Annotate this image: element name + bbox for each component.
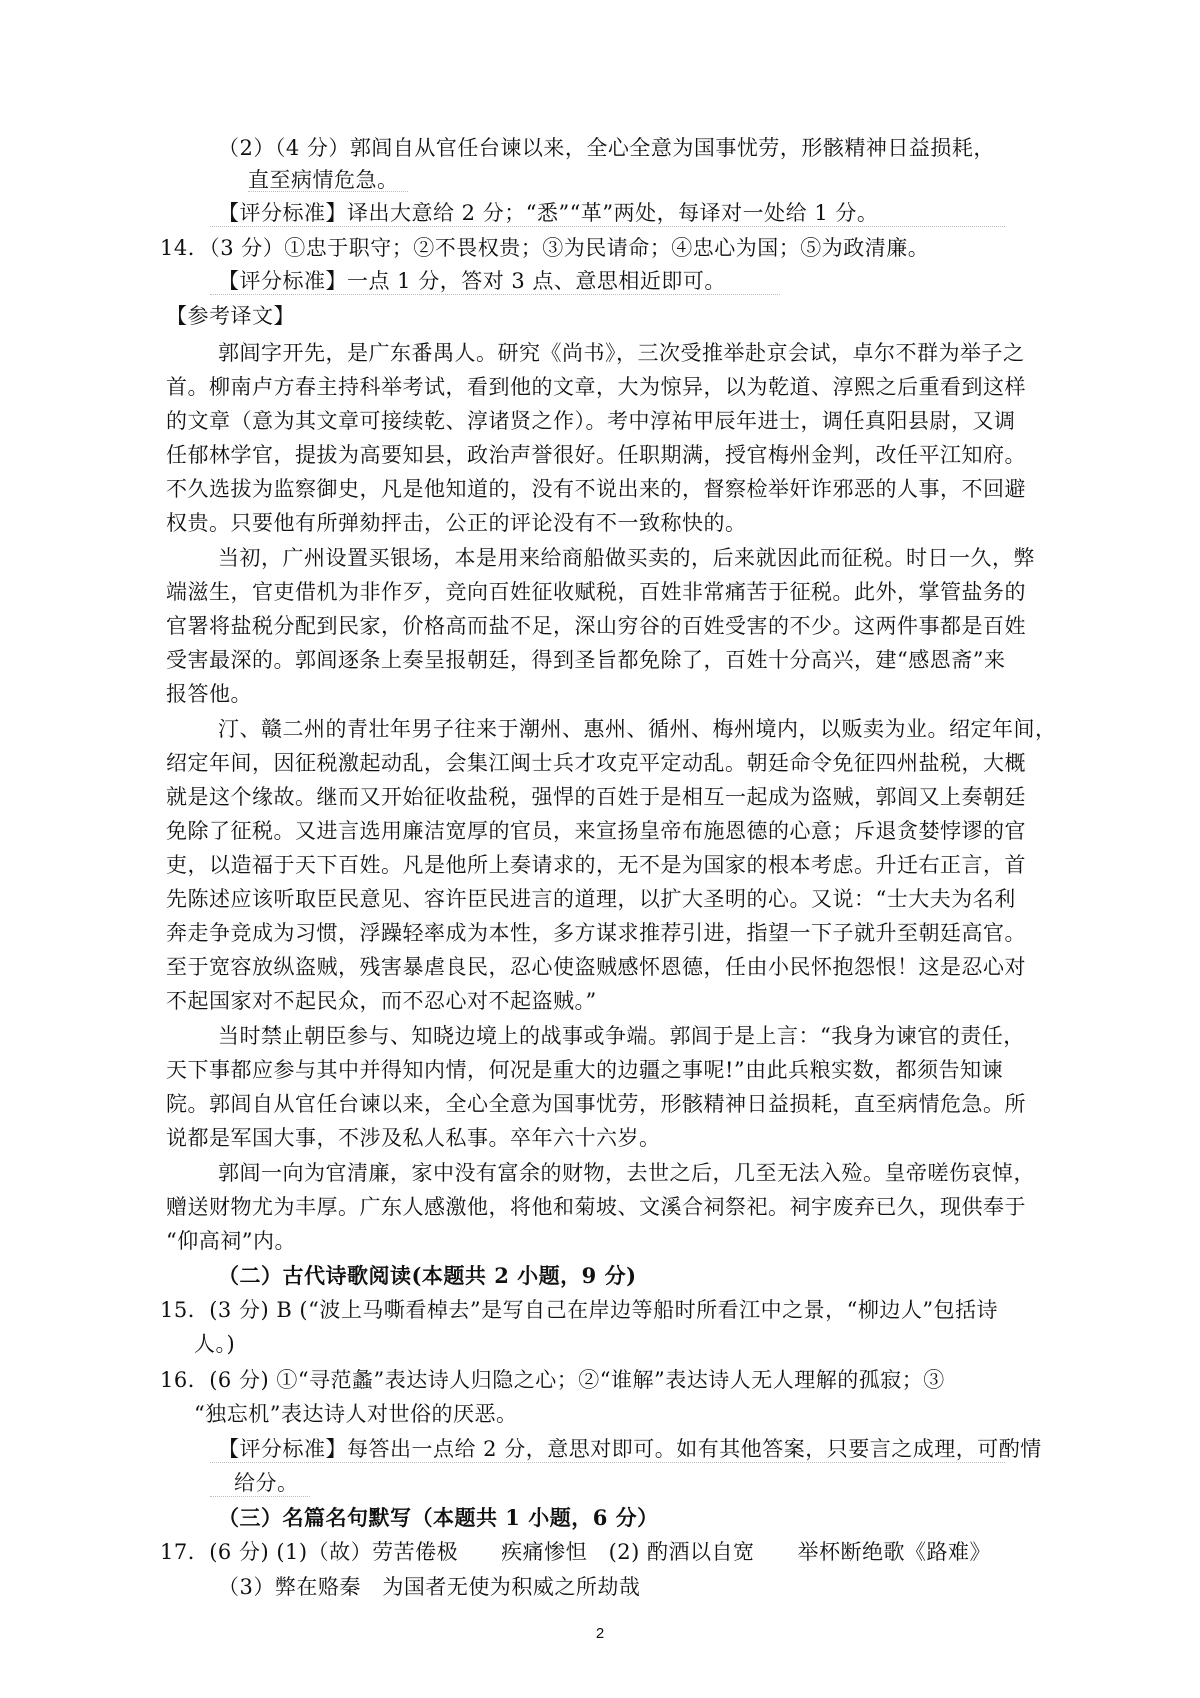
translation-para2-line: 官署将盐税分配到民家，价格高而盐不足，深山穷谷的百姓受害的不少。这两件事都是百姓 xyxy=(166,614,1026,638)
translation-para3-line: 绍定年间，因征税激起动乱，会集江闽士兵才攻克平定动乱。朝廷命令免征四州盐税，大概 xyxy=(166,751,1026,775)
reference-translation-heading: 【参考译文】 xyxy=(166,304,295,328)
q13-2-line-1: （2）（4 分）郭闾自从官任台谏以来，全心全意为国事忧劳，形骸精神日益损耗， xyxy=(218,136,995,160)
page-number: 2 xyxy=(595,1625,605,1642)
translation-para1-line: 任郁林学官，提拔为高要知县，政治声誉很好。任职期满，授官梅州金判，改任平江知府。 xyxy=(166,443,1026,467)
translation-para3-line: 汀、赣二州的青壮年男子往来于潮州、惠州、循州、梅州境内，以贩卖为业。绍定年间， xyxy=(218,717,1057,741)
dotted-rule xyxy=(210,226,1005,227)
translation-para3-line: 奔走争竞成为习惯，浮躁轻率成为本性，多方谋求推荐引进，指望一下子就升至朝廷高官。 xyxy=(166,921,1026,945)
translation-para3-line: 至于宽容放纵盗贼，残害暴虐良民，忍心使盗贼感怀恩德，任由小民怀抱怨恨！这是忍心对 xyxy=(166,955,1026,979)
translation-para1-line: 不久选拔为监察御史，凡是他知道的，没有不说出来的，督察检举奸诈邪恶的人事，不回避 xyxy=(166,477,1026,501)
q17-line-2: （3）弊在赂秦 为国者无使为积威之所劫哉 xyxy=(218,1575,641,1599)
q17-line-1: 17．(6 分) (1)（故）劳苦倦极 疾痛惨怛 (2) 酌酒以自宽 举杯断绝歌《路难》 xyxy=(160,1540,991,1564)
dotted-rule xyxy=(210,1462,1005,1463)
translation-para3-line: 免除了征税。又进言选用廉洁宽厚的官员，来宣扬皇帝布施恩德的心意；斥退贪婪悖谬的官 xyxy=(166,819,1026,843)
q13-2-line-2: 直至病情危急。 xyxy=(248,168,399,192)
translation-para4-line: 说都是军国大事，不涉及私人私事。卒年六十六岁。 xyxy=(166,1126,661,1150)
section3-heading: （三）名篇名句默写（本题共 1 小题，6 分） xyxy=(218,1505,659,1530)
translation-para1-line: 首。柳南卢方春主持科举考试，看到他的文章，大为惊异，以为乾道、淳熙之后重看到这样 xyxy=(166,375,1026,399)
q16-line-2: “独忘机”表达诗人对世俗的厌恶。 xyxy=(194,1402,518,1426)
translation-para2-line: 端滋生，官吏借机为非作歹，竞向百姓征收赋税，百姓非常痛苦于征税。此外，掌管盐务的 xyxy=(166,580,1026,604)
translation-para1-line: 权贵。只要他有所弹劾抨击，公正的评论没有不一致称快的。 xyxy=(166,511,747,535)
translation-para1-line: 郭闾字开先，是广东番禺人。研究《尚书》，三次受推举赴京会试，卓尔不群为举子之 xyxy=(218,341,1025,365)
translation-para5-line: 赠送财物尤为丰厚。广东人感激他，将他和菊坡、文溪合祠祭祀。祠宇废弃已久，现供奉于 xyxy=(166,1195,1026,1219)
q15-line-1: 15．(3 分) B (“波上马嘶看棹去”是写自己在岸边等船时所看江中之景，“柳边人”包括诗 xyxy=(160,1298,999,1322)
translation-para3-line: 不起国家对不起民众，而不忍心对不起盗贼。” xyxy=(166,989,597,1013)
q16-criteria-line-2: 给分。 xyxy=(234,1471,299,1495)
q14-criteria: 【评分标准】一点 1 分，答对 3 点、意思相近即可。 xyxy=(218,269,726,293)
q15-line-2: 人。) xyxy=(194,1332,236,1356)
dotted-rule xyxy=(210,294,780,295)
translation-para1-line: 的文章（意为其文章可接续乾、淳诸贤之作）。考中淳祐甲辰年进士，调任真阳县尉，又调 xyxy=(166,409,1016,433)
translation-para5-line: 郭闾一向为官清廉，家中没有富余的财物，去世之后，几至无法入殓。皇帝嗟伤哀悼， xyxy=(218,1161,1035,1185)
q13-2-criteria: 【评分标准】译出大意给 2 分；“悉”“革”两处，每译对一处给 1 分。 xyxy=(218,201,879,225)
translation-para4-line: 当时禁止朝臣参与、知晓边境上的战事或争端。郭闾于是上言：“我身为谏官的责任， xyxy=(218,1024,1025,1048)
dotted-rule xyxy=(210,1496,310,1497)
translation-para2-line: 报答他。 xyxy=(166,682,252,706)
translation-para4-line: 天下事都应参与其中并得知内情，何况是重大的边疆之事呢!”由此兵粮实数，都须告知谏 xyxy=(166,1058,1004,1082)
q16-criteria-line-1: 【评分标准】每答出一点给 2 分，意思对即可。如有其他答案，只要言之成理，可酌情 xyxy=(218,1437,1042,1461)
translation-para2-line: 当初，广州设置买银场，本是用来给商船做买卖的，后来就因此而征税。时日一久，弊 xyxy=(218,546,1035,570)
translation-para4-line: 院。郭闾自从官任台谏以来，全心全意为国事忧劳，形骸精神日益损耗，直至病情危急。所 xyxy=(166,1092,1026,1116)
section2-heading: （二）古代诗歌阅读(本题共 2 小题，9 分) xyxy=(218,1263,637,1288)
q14-answer: 14．（3 分）①忠于职守；②不畏权贵；③为民请命；④忠心为国；⑤为政清廉。 xyxy=(160,236,930,260)
translation-para3-line: 就是这个缘故。继而又开始征收盐税，强悍的百姓于是相互一起成为盗贼，郭闾又上奏朝廷 xyxy=(166,785,1026,809)
translation-para2-line: 受害最深的。郭闾逐条上奏呈报朝廷，得到圣旨都免除了，百姓十分高兴，建“感恩斋”来 xyxy=(166,648,1006,672)
translation-para3-line: 吏，以造福于天下百姓。凡是他所上奏请求的，无不是为国家的根本考虑。升迁右正言，首 xyxy=(166,853,1026,877)
translation-para3-line: 先陈述应该听取臣民意见、容许臣民进言的道理，以扩大圣明的心。又说：“士大夫为名利 xyxy=(166,887,1016,911)
q16-line-1: 16．(6 分) ①“寻范蠡”表达诗人归隐之心；②“谁解”表达诗人无人理解的孤寂；③ xyxy=(160,1368,945,1392)
translation-para5-line: “仰高祠”内。 xyxy=(166,1229,296,1253)
dotted-rule xyxy=(248,191,408,192)
